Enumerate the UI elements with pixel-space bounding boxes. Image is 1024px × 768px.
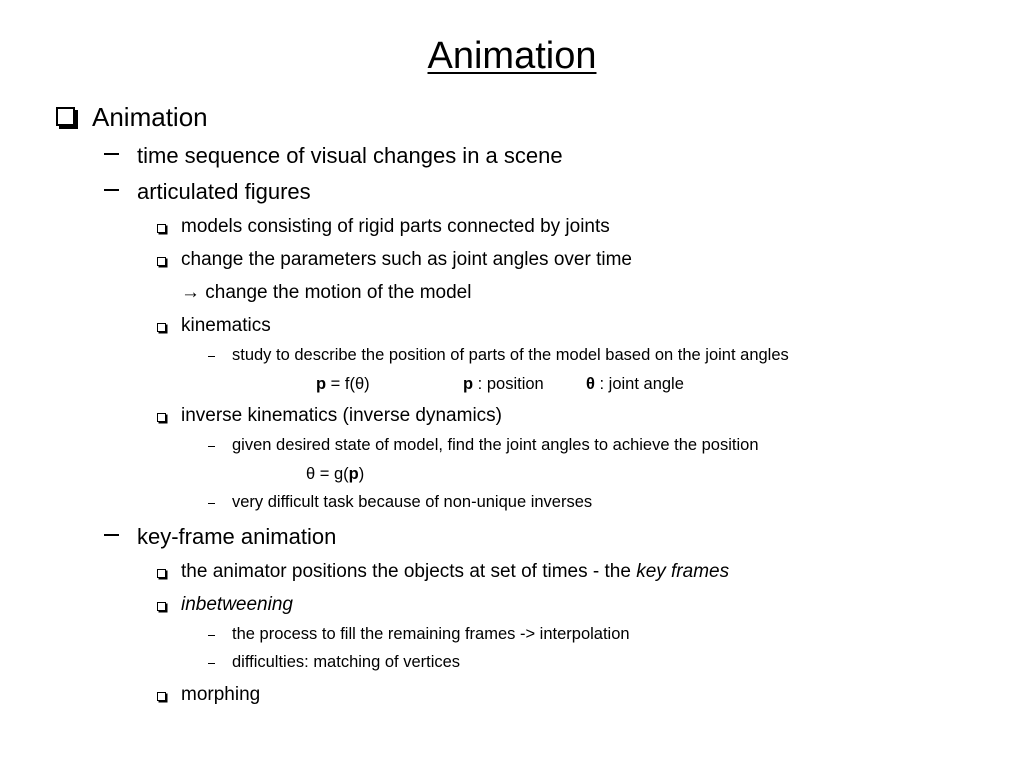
equation-p-f-theta (316, 374, 370, 395)
bullet-very-difficult: very difficult task because of non-unique inverses (232, 493, 593, 511)
bullet-time-sequence: time sequence of visual changes in a scene (137, 143, 563, 168)
dash-bullet-icon (208, 663, 215, 664)
eq2-left: θ = g( (306, 465, 349, 483)
square-bullet-icon (157, 692, 166, 701)
equation-p-position (463, 374, 544, 395)
dash-bullet-icon (104, 189, 119, 191)
eq1-p-symbol: p (316, 375, 327, 393)
square-bullet-icon (157, 224, 166, 233)
dash-bullet-icon (104, 153, 119, 155)
bullet-rigid-parts: models consisting of rigid parts connected by joints (181, 216, 610, 237)
square-bullet-icon (157, 257, 166, 266)
square-bullet-icon (56, 107, 75, 126)
continuation-change-motion (181, 281, 471, 305)
square-bullet-icon (157, 569, 166, 578)
eq1-f-theta: = f(θ) (326, 375, 370, 393)
square-bullet-icon (157, 602, 166, 611)
equation-theta-g-p (306, 464, 364, 485)
animator-text: the animator positions the objects at set of times - the (181, 561, 637, 582)
eq2-right: ) (358, 465, 365, 483)
eq1-position-text: : position (473, 375, 544, 393)
bullet-inbetweening (181, 593, 293, 617)
change-motion-text: change the motion of the model (205, 282, 472, 303)
bullet-process-fill: the process to fill the remaining frames -> interpolation (232, 625, 630, 643)
inbetweening-text: inbetweening (181, 594, 293, 615)
bullet-animator-positions (181, 560, 729, 584)
slide-title: Animation (427, 35, 597, 77)
eq1-theta-symbol: θ (586, 375, 595, 393)
key-frames-text: key frames (636, 561, 730, 582)
right-arrow-icon: → (181, 282, 200, 303)
bullet-articulated-figures: articulated figures (137, 179, 311, 204)
equation-theta-angle (586, 374, 684, 395)
bullet-inverse-kinematics: inverse kinematics (inverse dynamics) (181, 405, 502, 426)
dash-bullet-icon (208, 446, 215, 447)
eq2-p-symbol: p (348, 465, 359, 483)
bullet-difficulties: difficulties: matching of vertices (232, 653, 461, 671)
eq1-p2-symbol: p (463, 375, 474, 393)
bullet-key-frame-animation: key-frame animation (137, 524, 337, 549)
bullet-study: study to describe the position of parts of the model based on the joint angles (232, 346, 789, 364)
square-bullet-icon (157, 413, 166, 422)
bullet-kinematics: kinematics (181, 315, 271, 336)
square-bullet-icon (157, 323, 166, 332)
bullet-animation: Animation (92, 102, 208, 132)
dash-bullet-icon (208, 635, 215, 636)
dash-bullet-icon (208, 356, 215, 357)
bullet-given-state: given desired state of model, find the joint angles to achieve the position (232, 436, 759, 454)
bullet-morphing: morphing (181, 684, 261, 705)
dash-bullet-icon (208, 503, 215, 504)
eq1-angle-text: : joint angle (594, 375, 684, 393)
dash-bullet-icon (104, 534, 119, 536)
bullet-change-parameters: change the parameters such as joint angles over time (181, 249, 632, 270)
